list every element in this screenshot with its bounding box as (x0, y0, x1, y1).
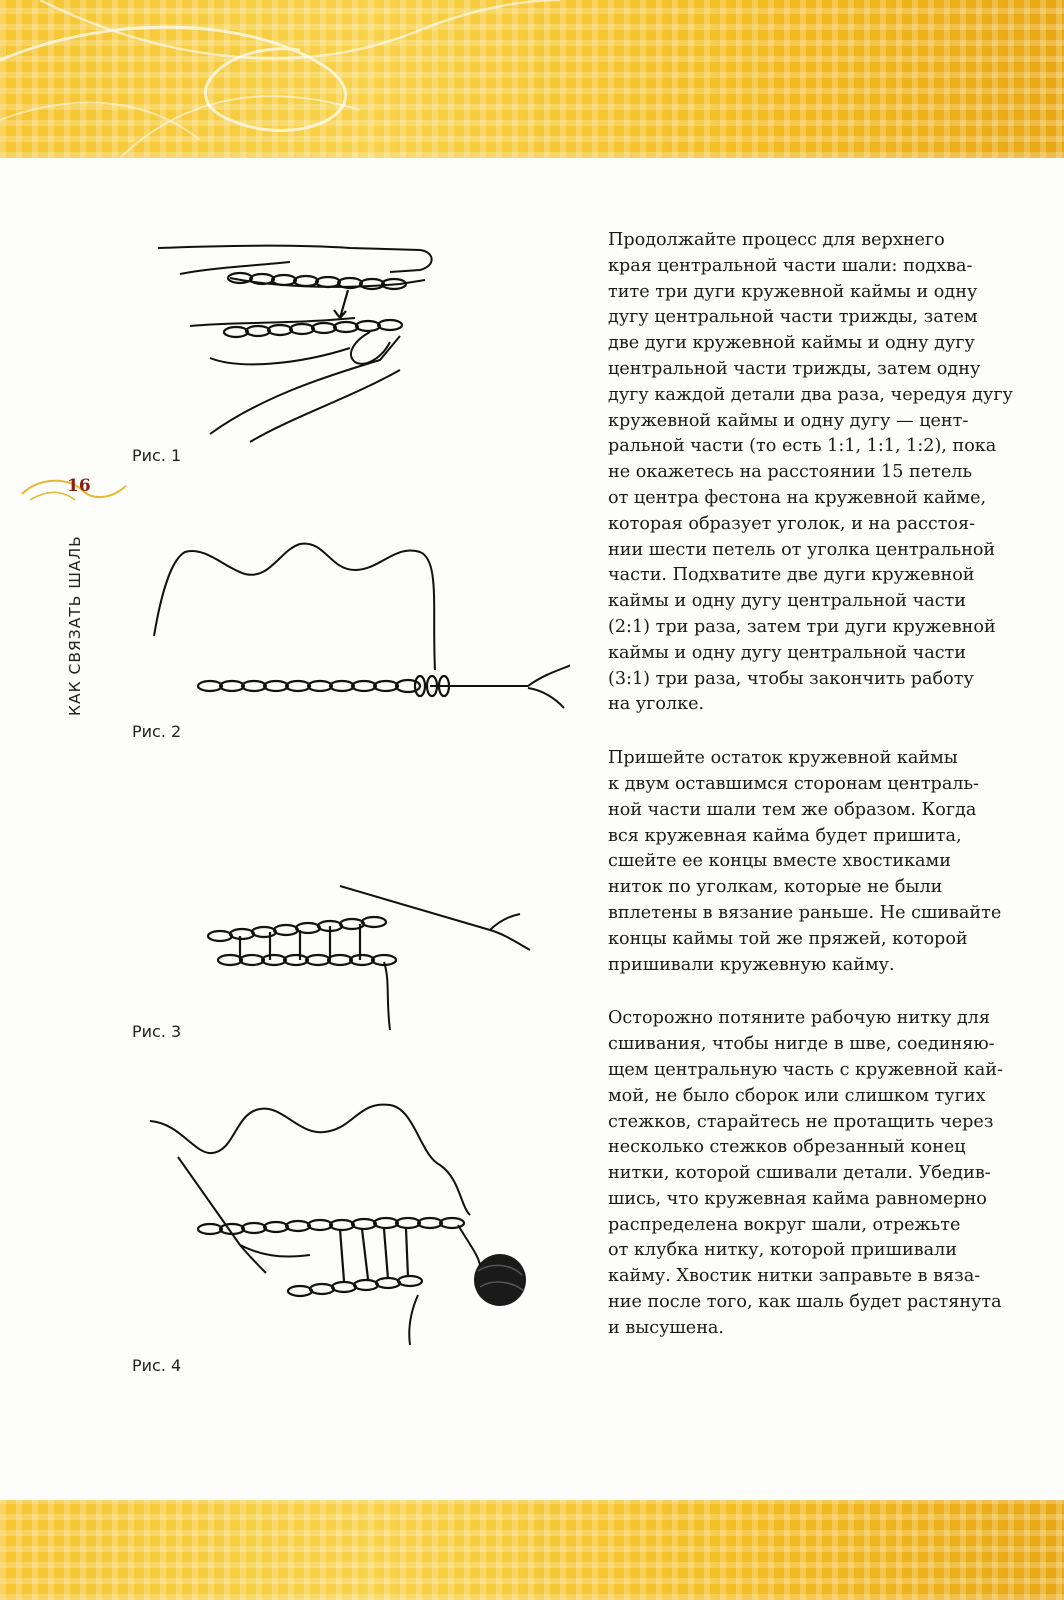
figure-4-caption: Рис. 4 (132, 1356, 182, 1375)
body-text-column (608, 228, 1038, 1370)
figure-3-illustration (190, 870, 560, 1050)
side-running-title: КАК СВЯЗАТЬ ШАЛЬ (66, 535, 84, 716)
page-number: 16 (67, 476, 91, 496)
swirl-ornament-icon (0, 0, 1064, 158)
figure-3-caption: Рис. 3 (132, 1022, 182, 1041)
yarn-ball-icon (458, 1225, 526, 1306)
paragraph-2: Пришейте остаток кружевной каймы к двум оставшимся сторонам централь- ной части шали тем же образом. Когда вся кружевная кайма будет пришита, сшейте ее концы вместе хвостиками ниток по уголкам, которые не были вплетены в вязание раньше. Не сшивайте концы каймы той же пряжей, которой пришивали кружевную кайму. (608, 748, 1002, 975)
figure-1-caption: Рис. 1 (132, 446, 182, 465)
paragraph-3: Осторожно потяните рабочую нитку для сшивания, чтобы нигде в шве, соединяю- щем центральную часть с кружевной кай- мой, не было сборок или слишком тугих стежков, старайтесь не протащить через несколько стежков обрезанный конец нитки, которой сшивали детали. Убедив- шись, что кружевная кайма равномерно распределена вокруг шали, отрежьте от клубка нитку, которой пришивали кайму. Хвостик нитки заправьте в вяза- ние после того, как шаль будет растянута и высушена. (608, 1008, 1003, 1338)
figure-2-illustration (150, 540, 570, 720)
figure-1-illustration (150, 238, 450, 448)
figure-4-illustration (140, 1095, 560, 1345)
top-decorative-band (0, 0, 1064, 158)
bottom-decorative-band (0, 1500, 1064, 1600)
figure-2-caption: Рис. 2 (132, 722, 182, 741)
paragraph-1: Продолжайте процесс для верхнего края центральной части шали: подхва- тите три дуги кружевной каймы и одну дугу центральной части трижды, затем две дуги кружевной каймы и одну дугу центральной части трижды, затем одну дугу каждой детали два раза, чередуя дугу кружевной каймы и одну дугу — цент- ральной части (то есть 1:1, 1:1, 1:2), пока не окажетесь на расстоянии 15 петель от центра фестона на кружевной кайме, которая образует уголок, и на расстоя- нии шести петель от уголка центральной части. Подхватите две дуги кружевной каймы и одну дугу центральной части (2:1) три раза, затем три дуги кружевной каймы и одну дугу центральной части (3:1) три раза, чтобы закончить работу на уголке. (608, 230, 1013, 715)
